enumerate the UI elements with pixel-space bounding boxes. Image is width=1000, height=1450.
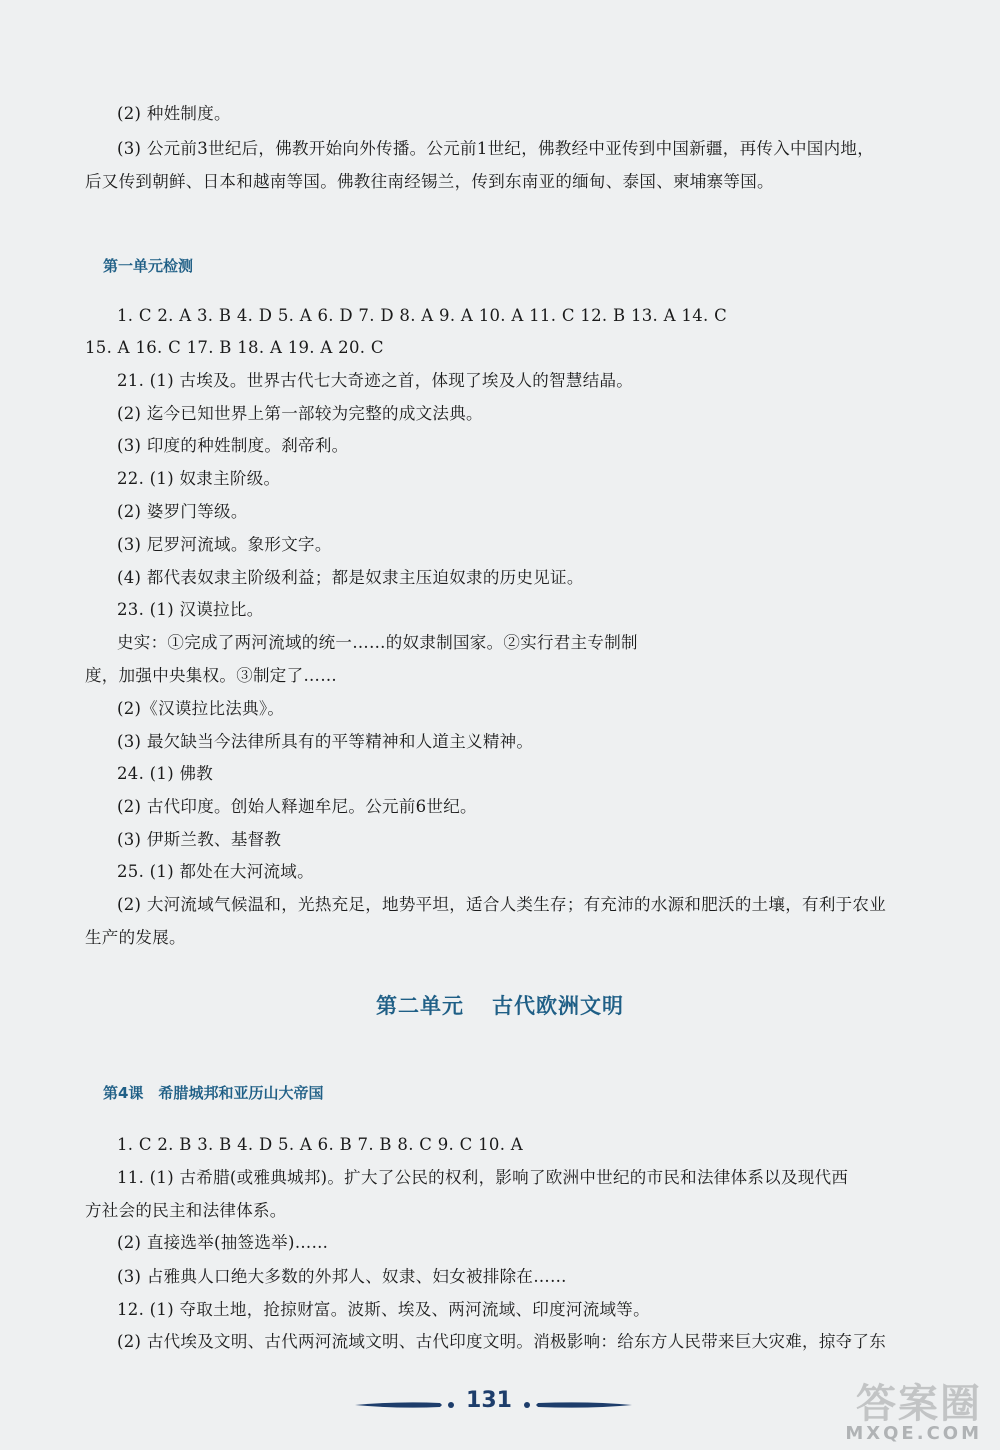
lesson-heading: 第4课 希腊城邦和亚历山大帝国 — [103, 1084, 324, 1102]
text-line: (2) 迄今已知世界上第一部较为完整的成文法典。 — [117, 404, 483, 423]
text-line: 生产的发展。 — [85, 928, 186, 947]
text-line: (2)《汉谟拉比法典》。 — [117, 699, 285, 718]
text-line: 24. (1) 佛教 — [117, 764, 214, 783]
text-line: 22. (1) 奴隶主阶级。 — [117, 469, 281, 488]
text-line: (2) 古代印度。创始人释迦牟尼。公元前6世纪。 — [117, 797, 477, 816]
text-line: (3) 占雅典人口绝大多数的外邦人、奴隶、妇女被排除在…… — [117, 1267, 567, 1286]
answer-line: 1. C 2. B 3. B 4. D 5. A 6. B 7. B 8. C 9. C 10. A — [117, 1135, 524, 1154]
watermark-text: 答案圈 — [856, 1381, 982, 1427]
unit-title-name: 古代欧洲文明 — [492, 994, 624, 1018]
text-line: (3) 尼罗河流域。象形文字。 — [117, 535, 332, 554]
unit-title — [0, 990, 1000, 1020]
text-line: 度，加强中央集权。③制定了…… — [85, 666, 337, 685]
text-line: (4) 都代表奴隶主阶级利益；都是奴隶主压迫奴隶的历史见证。 — [117, 568, 584, 587]
unit-title-number: 第二单元 — [376, 994, 464, 1018]
text-line: 史实：①完成了两河流域的统一……的奴隶制国家。②实行君主专制制 — [117, 633, 638, 652]
text-line: 方社会的民主和法律体系。 — [85, 1201, 287, 1220]
text-line: (3) 印度的种姓制度。刹帝利。 — [117, 436, 349, 455]
page-number: 131 — [466, 1388, 512, 1413]
text-line: (3) 伊斯兰教、基督教 — [117, 830, 282, 849]
answer-line: 15. A 16. C 17. B 18. A 19. A 20. C — [85, 338, 384, 357]
text-line: 25. (1) 都处在大河流域。 — [117, 862, 314, 881]
text-line: 23. (1) 汉谟拉比。 — [117, 600, 264, 619]
watermark-url: MXQE.COM — [845, 1423, 982, 1444]
text-line: (3) 最欠缺当今法律所具有的平等精神和人道主义精神。 — [117, 732, 534, 751]
text-line: 21. (1) 古埃及。世界古代七大奇迹之首，体现了埃及人的智慧结晶。 — [117, 371, 634, 390]
section-heading: 第一单元检测 — [103, 257, 194, 275]
text-line: 后又传到朝鲜、日本和越南等国。佛教往南经锡兰，传到东南亚的缅甸、泰国、柬埔寨等国。 — [85, 172, 774, 191]
text-line: (2) 古代埃及文明、古代两河流域文明、古代印度文明。消极影响：给东方人民带来巨大灾难，掠夺了东 — [117, 1332, 887, 1351]
answer-line: 1. C 2. A 3. B 4. D 5. A 6. D 7. D 8. A 9. A 10. A 11. C 12. B 13. A 14. C — [117, 306, 728, 325]
text-line: (2) 婆罗门等级。 — [117, 502, 248, 521]
text-line: (2) 直接选举(抽签选举)…… — [117, 1233, 329, 1252]
text-line: (2) 种姓制度。 — [117, 104, 231, 123]
watermark-logo — [845, 1372, 982, 1444]
text-line: 11. (1) 古希腊(或雅典城邦)。扩大了公民的权利，影响了欧洲中世纪的市民和法律体系以及现代西 — [117, 1168, 849, 1187]
text-line: 12. (1) 夺取土地，抢掠财富。波斯、埃及、两河流域、印度河流域等。 — [117, 1300, 650, 1319]
text-line: (3) 公元前3世纪后，佛教开始向外传播。公元前1世纪，佛教经中亚传到中国新疆，再传入中国内地， — [117, 139, 875, 158]
text-line: (2) 大河流域气候温和，光热充足，地势平坦，适合人类生存；有充沛的水源和肥沃的土壤，有利于农业 — [117, 895, 887, 914]
